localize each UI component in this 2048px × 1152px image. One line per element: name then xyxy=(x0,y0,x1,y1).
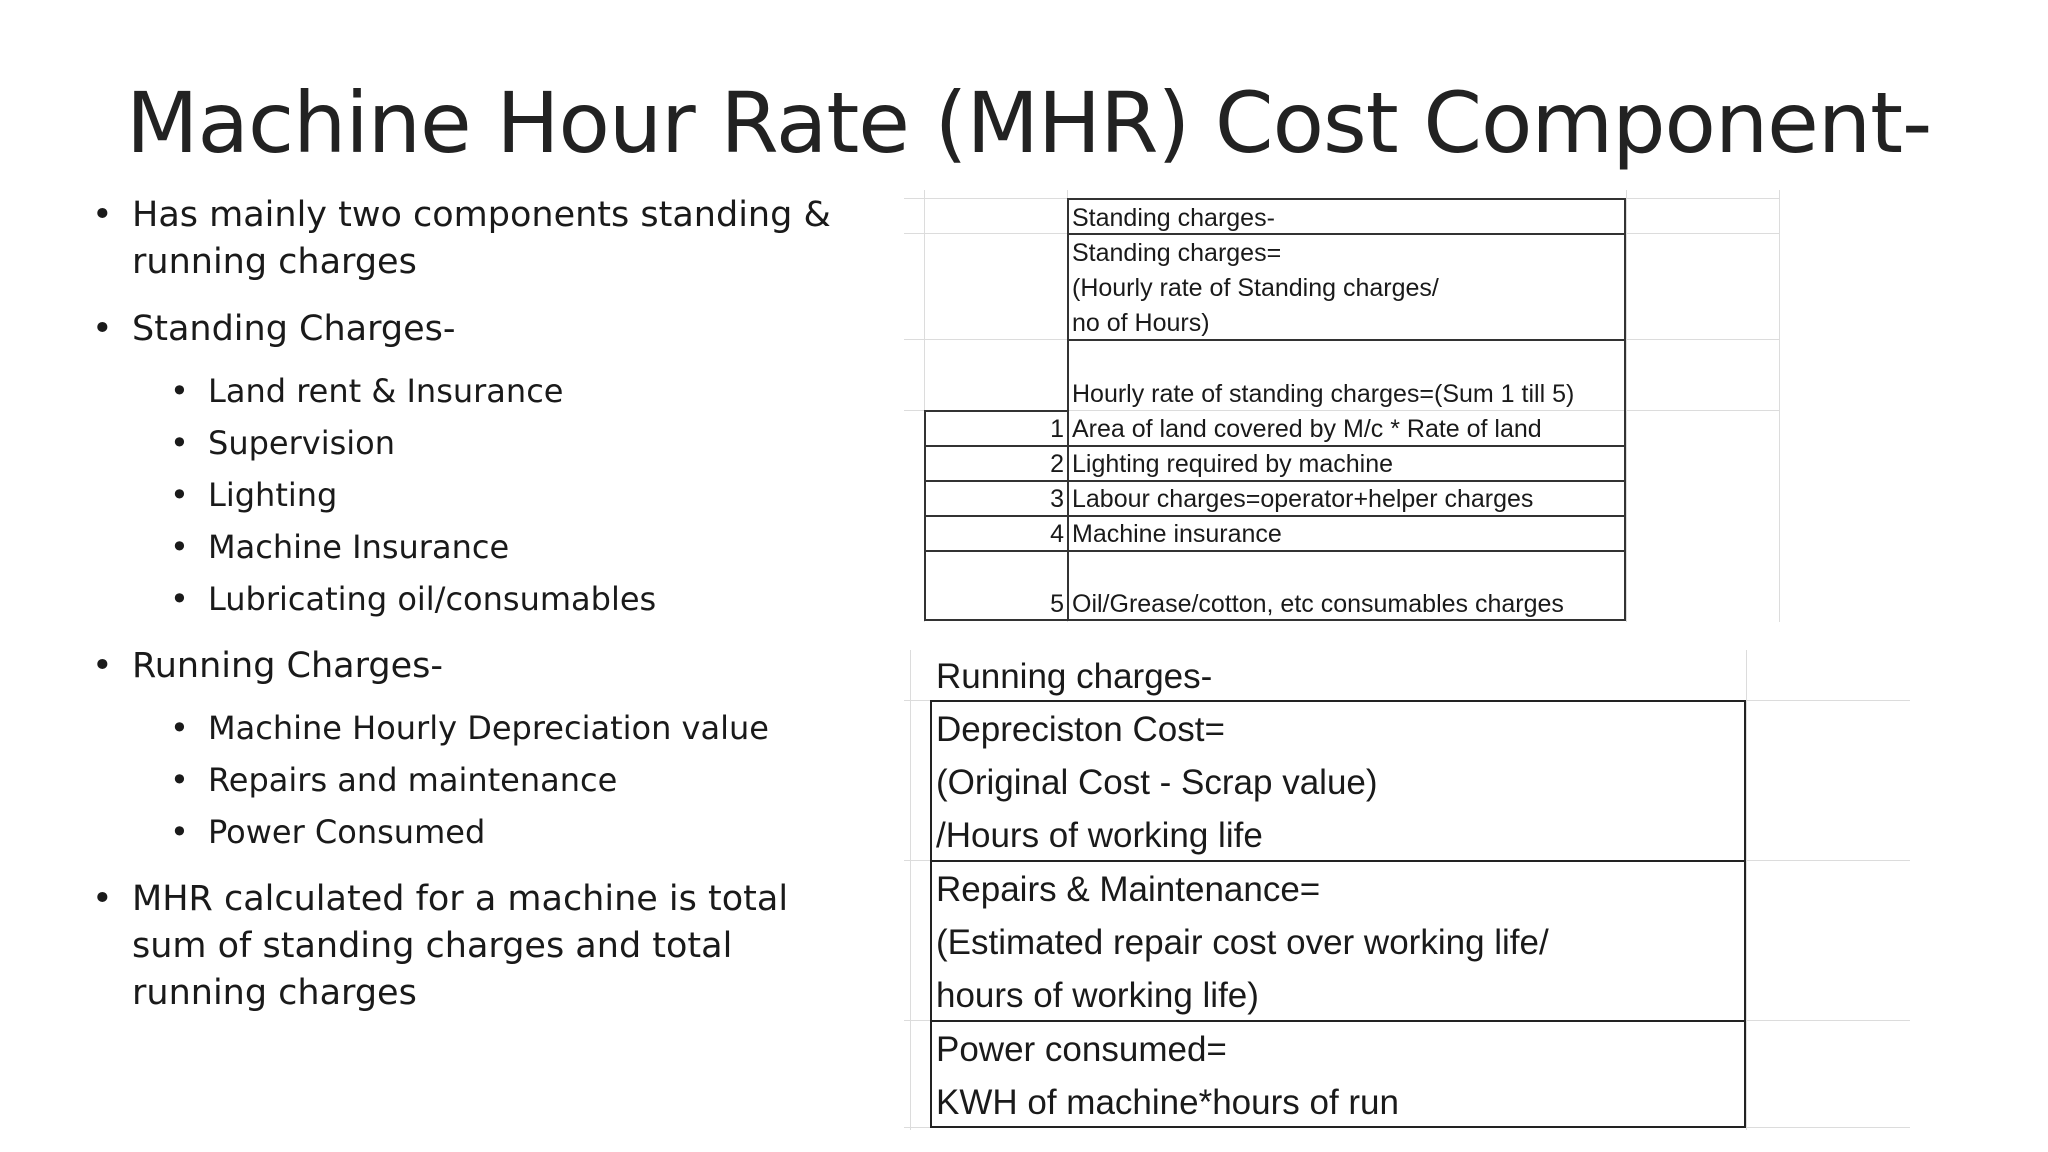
row-text: Machine insurance xyxy=(1072,520,1282,548)
standing-charges-table xyxy=(904,190,1780,622)
sub-item: • Machine Insurance xyxy=(92,521,852,573)
standing-formula-line: (Hourly rate of Standing charges/ xyxy=(1072,274,1439,302)
standing-formula-line: no of Hours) xyxy=(1072,309,1210,337)
sub-item: • Repairs and maintenance xyxy=(92,754,852,806)
running-header: Running charges- xyxy=(936,657,1213,696)
bullet-mhr-total xyxy=(92,876,832,1017)
row-text: Labour charges=operator+helper charges xyxy=(1072,485,1534,513)
power-line: Power consumed= xyxy=(936,1030,1227,1069)
depreciation-line: /Hours of working life xyxy=(936,816,1263,855)
repairs-line: (Estimated repair cost over working life/ xyxy=(936,923,1549,962)
standing-sum-label: Hourly rate of standing charges=(Sum 1 till 5) xyxy=(1072,380,1575,408)
bullet-running-charges xyxy=(92,643,852,858)
row-number: 1 xyxy=(1050,415,1064,443)
running-sublist xyxy=(92,702,852,858)
row-text: Lighting required by machine xyxy=(1072,450,1394,478)
slide-title: Machine Hour Rate (MHR) Cost Component- xyxy=(126,74,1932,172)
row-text: Area of land covered by M/c * Rate of land xyxy=(1072,415,1542,443)
row-text: Oil/Grease/cotton, etc consumables charges xyxy=(1072,590,1564,618)
sub-item: • Land rent & Insurance xyxy=(92,365,852,417)
bullet-standing-text: Standing Charges- xyxy=(132,309,456,349)
repairs-line: Repairs & Maintenance= xyxy=(936,870,1321,909)
sub-item: • Machine Hourly Depreciation value xyxy=(92,702,852,754)
bullet-standing-charges xyxy=(92,306,852,625)
power-line: KWH of machine*hours of run xyxy=(936,1083,1399,1122)
row-number: 5 xyxy=(1050,590,1064,618)
sub-item: • Power Consumed xyxy=(92,806,852,858)
standing-header: Standing charges- xyxy=(1072,204,1275,232)
sub-item: • Lighting xyxy=(92,469,852,521)
bullet-components-text: Has mainly two components standing & running charges xyxy=(132,195,831,282)
sub-item: • Lubricating oil/consumables xyxy=(92,573,852,625)
sub-item: • Supervision xyxy=(92,417,852,469)
repairs-line: hours of working life) xyxy=(936,976,1259,1015)
standing-sublist xyxy=(92,365,852,625)
row-number: 2 xyxy=(1050,450,1064,478)
running-charges-table xyxy=(904,650,1910,1130)
bullet-list xyxy=(92,192,852,1037)
bullet-components xyxy=(92,192,852,286)
bullet-running-text: Running Charges- xyxy=(132,646,444,686)
depreciation-line: (Original Cost - Scrap value) xyxy=(936,763,1378,802)
standing-formula-line: Standing charges= xyxy=(1072,239,1282,267)
depreciation-line: Depreciston Cost= xyxy=(936,710,1225,749)
row-number: 3 xyxy=(1050,485,1064,513)
bullet-mhr-text: MHR calculated for a machine is total sum of standing charges and total running charges xyxy=(132,879,789,1013)
row-number: 4 xyxy=(1050,520,1064,548)
